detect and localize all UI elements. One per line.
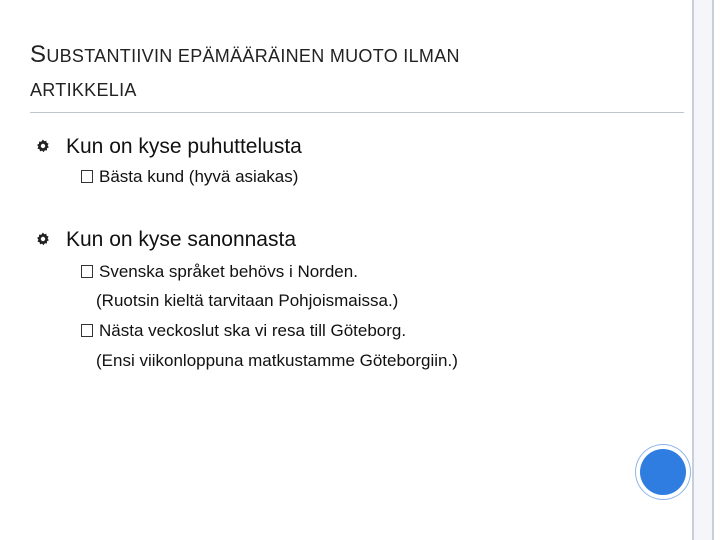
right-border-band <box>694 0 712 540</box>
bullet-2-sub-2-text: Nästa veckoslut ska vi resa till Göteborg. <box>99 321 407 340</box>
bullet-2-sub-2-cont-text: (Ensi viikonloppuna matkustamme Göteborgiin.) <box>96 351 458 370</box>
bullet-2-sub-1-cont-text: (Ruotsin kieltä tarvitaan Pohjoismaissa.) <box>96 291 399 310</box>
bullet-1-sub-1 <box>81 167 298 187</box>
square-icon <box>81 324 93 337</box>
square-icon <box>81 265 93 278</box>
slide-title <box>30 38 650 107</box>
bullet-2-sub-1-continuation <box>96 291 398 311</box>
title-line2: ARTIKKELIA <box>30 80 137 100</box>
right-border-line-outer <box>712 0 714 540</box>
bullet-2-sub-2-continuation <box>96 351 458 371</box>
bullet-2-text: Kun on kyse sanonnasta <box>66 228 296 251</box>
bullet-1-text: Kun on kyse puhuttelusta <box>66 135 302 158</box>
title-first-letter: S <box>30 41 47 68</box>
title-divider <box>30 112 684 113</box>
square-icon <box>81 170 93 183</box>
bullet-2-sub-2 <box>81 321 406 341</box>
bullet-2-sub-1 <box>81 262 358 282</box>
bullet-2-sub-1-text: Svenska språket behövs i Norden. <box>99 262 358 281</box>
decorative-circle <box>640 449 686 495</box>
bullet-1-sub-1-text: Bästa kund (hyvä asiakas) <box>99 167 299 186</box>
gear-icon <box>36 139 52 155</box>
gear-icon <box>36 232 52 248</box>
right-border-line-inner <box>692 0 694 540</box>
title-line1: UBSTANTIIVIN EPÄMÄÄRÄINEN MUOTO ILMAN <box>46 46 460 66</box>
